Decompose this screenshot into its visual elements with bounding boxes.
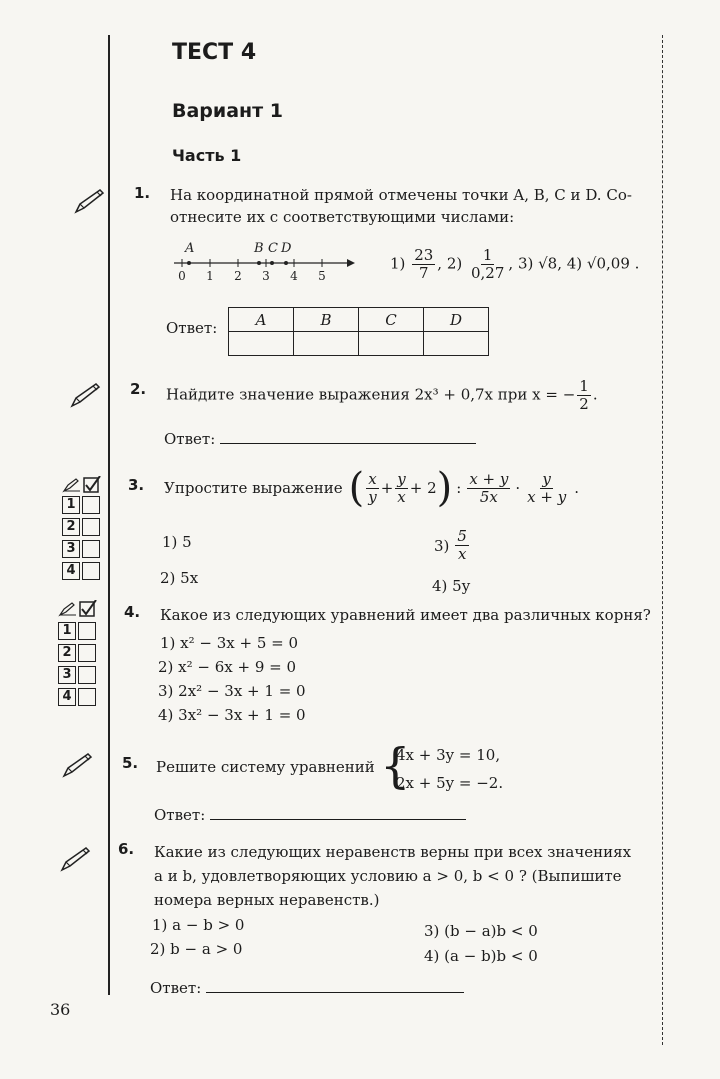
answer-checkbox-1[interactable]	[82, 496, 100, 514]
question-4-option-4: 4) 3x² − 3x + 1 = 0	[158, 706, 306, 724]
question-2-answer	[164, 427, 476, 450]
option-2-label: , 2)	[437, 254, 463, 273]
pen-icon	[58, 844, 92, 874]
variant-title: Вариант 1	[172, 100, 284, 122]
question-5-answer	[154, 803, 466, 826]
answer-number-box-4: 4	[58, 688, 76, 706]
question-2-number: 2.	[130, 380, 147, 398]
question-1-number: 1.	[134, 184, 151, 202]
axis-label-a: A	[185, 241, 195, 256]
answer-checkbox-2[interactable]	[78, 644, 96, 662]
cut-line	[662, 35, 663, 1045]
fraction-x-y: $\frac{x}{y}$	[368, 469, 377, 506]
axis-tick: 1	[206, 269, 214, 283]
question-4-option-1: 1) x² − 3x + 5 = 0	[160, 634, 299, 652]
question-6-option-2: 2) b − a > 0	[150, 940, 243, 958]
question-6-line-3: номера верных неравенств.)	[154, 891, 380, 909]
answer-cell-c[interactable]	[359, 332, 424, 356]
question-2-text	[166, 378, 598, 413]
question-5-equation-2: 2x + 5y = −2.	[396, 774, 504, 792]
answer-number-box-1: 1	[58, 622, 76, 640]
question-6-option-3: 3) (b − a)b < 0	[424, 922, 538, 940]
question-3-period: .	[574, 479, 579, 497]
answer-number-box-3: 3	[62, 540, 80, 558]
question-4-number: 4.	[124, 603, 141, 621]
question-5-answer-field[interactable]	[210, 803, 466, 820]
answer-checkbox-1[interactable]	[78, 622, 96, 640]
axis-label-c: C	[268, 241, 278, 256]
question-6-answer-label: Ответ:	[150, 979, 202, 997]
question-6-answer-field[interactable]	[206, 976, 464, 993]
fraction-y-xy: $\frac{y}{x + y}$	[527, 469, 567, 506]
question-1-line-2: отнесите их с соответствующими числами:	[170, 208, 515, 226]
question-1-line-1: На координатной прямой отмечены точки A, B, C и D. Со-	[170, 186, 632, 204]
question-4-text: Какое из следующих уравнений имеет два различных корня?	[160, 606, 651, 624]
question-3-option-3	[434, 528, 471, 563]
answer-checkbox-4[interactable]	[78, 688, 96, 706]
question-1-answer-label: Ответ:	[166, 319, 218, 337]
left-margin-rule	[108, 35, 110, 995]
question-6-line-2: a и b, удовлетворяющих условию a > 0, b < 0 ? (Выпишите	[154, 867, 622, 885]
system-brace: {	[380, 738, 411, 794]
question-6-text	[154, 840, 654, 912]
axis-tick: 4	[290, 269, 298, 283]
fraction-y-x: $\frac{y}{x}$	[397, 469, 406, 506]
answer-cell-a[interactable]	[229, 332, 294, 356]
question-3-number: 3.	[128, 476, 145, 494]
axis-label-b: B	[254, 241, 264, 256]
fraction-1-2: $\frac{1}{2}$	[579, 377, 589, 413]
axis-tick: 3	[262, 269, 270, 283]
question-6-option-1: 1) a − b > 0	[152, 916, 245, 934]
question-3-option-1: 1) 5	[162, 533, 192, 551]
check-pen-icon	[58, 600, 98, 618]
axis-tick: 0	[178, 269, 186, 283]
axis-tick: 2	[234, 269, 242, 283]
question-1-options	[390, 247, 639, 282]
answer-number-box-4: 4	[62, 562, 80, 580]
question-1-answer-table	[228, 307, 489, 356]
axis-tick: 5	[318, 269, 326, 283]
answer-checkbox-4[interactable]	[82, 562, 100, 580]
pen-icon	[72, 186, 106, 216]
fraction-xy-5x: $\frac{x + y}{5x}$	[469, 469, 509, 506]
question-2-answer-label: Ответ:	[164, 430, 216, 448]
paren-open: (	[348, 465, 365, 511]
answer-cell-b[interactable]	[294, 332, 359, 356]
question-3-statement: Упростите выражение	[164, 479, 343, 497]
question-6-line-1: Какие из следующих неравенств верны при всех значениях	[154, 843, 632, 861]
option-4: , 4) √0,09 .	[557, 254, 640, 273]
multiply-sign: ·	[515, 479, 521, 497]
fraction-1-027: $\frac{1}{0,27}$	[471, 246, 505, 282]
pen-icon	[68, 380, 102, 410]
question-2-answer-field[interactable]	[220, 427, 476, 444]
option-3-label: 3)	[434, 536, 450, 555]
question-6-answer	[150, 976, 464, 999]
plus-sign: +	[380, 479, 394, 497]
table-header-a: A	[229, 308, 294, 332]
question-4-option-2: 2) x² − 6x + 9 = 0	[158, 658, 297, 676]
question-6-option-4: 4) (a − b)b < 0	[424, 947, 538, 965]
question-5-number: 5.	[122, 754, 139, 772]
division-sign: :	[456, 479, 462, 497]
pen-icon	[60, 750, 94, 780]
answer-checkbox-2[interactable]	[82, 518, 100, 536]
question-2-period: .	[592, 385, 598, 404]
option-1-label: 1)	[390, 254, 406, 273]
answer-cell-d[interactable]	[424, 332, 489, 356]
fraction-23-7: $\frac{23}{7}$	[414, 246, 434, 282]
option-3: , 3) √8	[508, 254, 558, 273]
question-6-number: 6.	[118, 840, 135, 858]
answer-checkbox-3[interactable]	[82, 540, 100, 558]
table-header-b: B	[294, 308, 359, 332]
question-2-statement: Найдите значение выражения 2x³ + 0,7x при x = −	[166, 385, 576, 404]
question-3-text	[164, 465, 579, 511]
answer-checkbox-3[interactable]	[78, 666, 96, 684]
question-3-option-4: 4) 5y	[432, 577, 471, 595]
question-5-answer-label: Ответ:	[154, 806, 206, 824]
question-5-equation-1: 4x + 3y = 10,	[396, 746, 501, 764]
plus-two: + 2	[409, 479, 437, 497]
answer-number-box-2: 2	[62, 518, 80, 536]
page-number: 36	[50, 1000, 71, 1019]
part-title: Часть 1	[172, 146, 242, 165]
test-title: ТЕСТ 4	[172, 40, 257, 65]
table-header-c: C	[359, 308, 424, 332]
number-line	[172, 238, 357, 284]
fraction-5-x: $\frac{5}{x}$	[457, 527, 467, 563]
question-3-option-2: 2) 5x	[160, 569, 199, 587]
axis-label-d: D	[281, 241, 292, 256]
answer-number-box-1: 1	[62, 496, 80, 514]
answer-number-box-3: 3	[58, 666, 76, 684]
question-5-text: Решите систему уравнений	[156, 758, 375, 776]
answer-number-box-2: 2	[58, 644, 76, 662]
table-header-d: D	[424, 308, 489, 332]
question-1-text	[170, 184, 660, 228]
question-4-option-3: 3) 2x² − 3x + 1 = 0	[158, 682, 306, 700]
paren-close: )	[436, 465, 453, 511]
check-pen-icon	[62, 476, 102, 494]
